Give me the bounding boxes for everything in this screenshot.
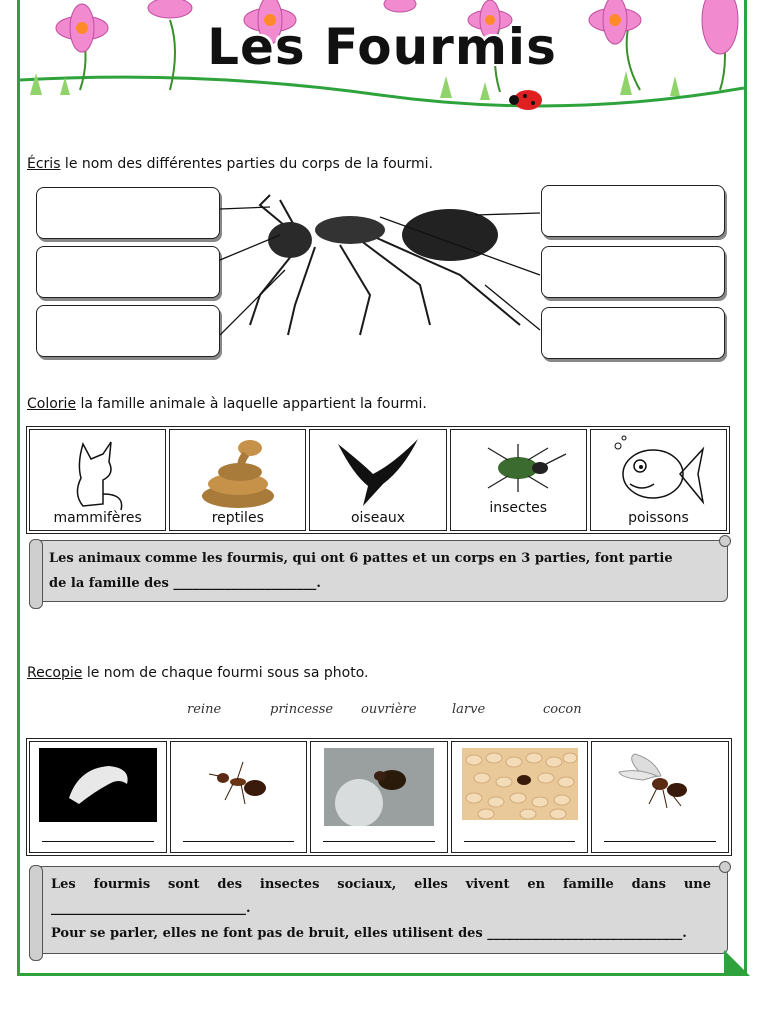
animal-family-table: [26, 426, 730, 534]
animal-cell-oiseaux[interactable]: oiseaux: [309, 429, 446, 531]
photo-cell-1: [29, 741, 167, 853]
answer-line-3[interactable]: [323, 841, 435, 842]
beetle-icon: [468, 434, 568, 494]
cocoons-photo: [462, 748, 578, 820]
answer-box-left-1[interactable]: [36, 187, 220, 239]
ant-illustration: [220, 185, 545, 345]
winged-ant-photo: [605, 748, 715, 822]
answer-line-4[interactable]: [464, 841, 576, 842]
animal-cell-mammiferes[interactable]: mammifères: [29, 429, 166, 531]
instruction-color-family: Colorie la famille animale à laquelle appartient la fourmi.: [27, 396, 427, 412]
photo-cell-3: [310, 741, 448, 853]
photo-cell-5: [591, 741, 729, 853]
word-princesse: princesse: [270, 702, 334, 717]
scroll-fill-in-1: Les animaux comme les fourmis, qui ont 6 pattes et un corps en 3 parties, font partie de la famille des ______________________.: [34, 540, 728, 602]
word-ouvriere: ouvrière: [361, 702, 417, 717]
header-banner: [20, 0, 744, 138]
animal-cell-reptiles[interactable]: reptiles: [169, 429, 306, 531]
answer-box-right-2[interactable]: [541, 246, 725, 298]
answer-box-left-3[interactable]: [36, 305, 220, 357]
blank-communication[interactable]: Pour se parler, elles ne font pas de bruit, elles utilisent des ______________________________.: [51, 926, 687, 941]
larva-photo: [39, 748, 157, 822]
blank-famille-type[interactable]: ______________________________.: [51, 901, 251, 916]
page-fold-corner: [724, 950, 750, 976]
answer-box-right-3[interactable]: [541, 307, 725, 359]
answer-box-right-1[interactable]: [541, 185, 725, 237]
answer-line-1[interactable]: [42, 841, 154, 842]
worker-ant-photo: [183, 748, 293, 822]
instruction-copy-names: Recopie le nom de chaque fourmi sous sa photo.: [27, 665, 369, 681]
fox-icon: [63, 434, 133, 514]
ant-photo-table: [26, 738, 732, 856]
instruction-label-parts: Écris le nom des différentes parties du corps de la fourmi.: [27, 156, 434, 172]
blank-famille[interactable]: de la famille des ______________________.: [49, 576, 321, 591]
photo-cell-2: [170, 741, 308, 853]
page-title: Les Fourmis: [207, 18, 557, 76]
word-cocon: cocon: [543, 702, 582, 717]
scroll-fill-in-2: Les fourmis sont des insectes sociaux, elles vivent en famille dans une ______________________________. Pour se parler, elles ne font pas de bruit, elles utilisent des ______________________________.: [34, 866, 728, 954]
animal-cell-insectes[interactable]: insectes: [450, 429, 587, 531]
fish-icon: [608, 434, 708, 514]
word-reine: reine: [187, 702, 222, 717]
snake-icon: [198, 434, 278, 514]
answer-box-left-2[interactable]: [36, 246, 220, 298]
photo-cell-4: [451, 741, 589, 853]
answer-line-2[interactable]: [183, 841, 295, 842]
animal-cell-poissons[interactable]: poissons: [590, 429, 727, 531]
word-larve: larve: [452, 702, 486, 717]
bird-icon: [333, 434, 423, 514]
queen-ant-photo: [324, 748, 434, 826]
answer-line-5[interactable]: [604, 841, 716, 842]
